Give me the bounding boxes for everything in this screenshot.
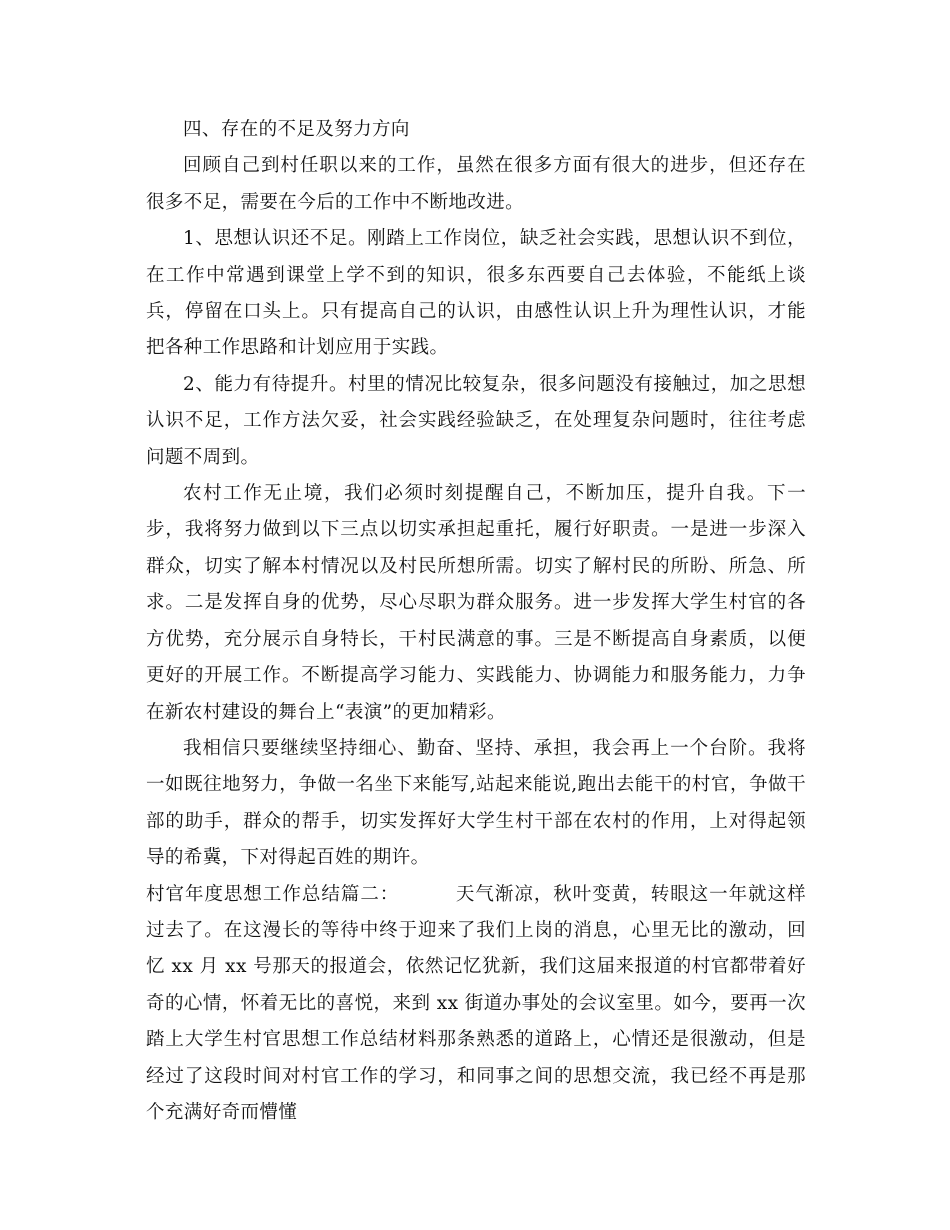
paragraph-next-steps: 农村工作无止境，我们必须时刻提醒自己，不断加压，提升自我。下一步，我将努力做到以下三点以切实承担起重托，履行好职责。一是进一步深入群众，切实了解本村情况以及村民所想所需。切实了解村民的所盼、所急、所求。二是发挥自身的优势，尽心尽职为群众服务。进一步发挥大学生村官的各方优势，充分展示自身特长，干村民满意的事。三是不断提高自身素质，以便更好的开展工作。不断提高学习能力、实践能力、协调能力和服务能力，力争在新农村建设的舞台上“表演”的更加精彩。 [146, 483, 806, 723]
section-heading: 四、存在的不足及努力方向 [183, 119, 410, 140]
part-two-text: 天气渐凉，秋叶变黄，转眼这一年就这样过去了。在这漫长的等待中终于迎来了我们上岗的消息，心里无比的激动，回忆 xx 月 xx 号那天的报道会，依然记忆犹新，我们这届来报道的村官都带着好奇的心情，怀着无比的喜悦，来到 xx 街道办事处的会议室里。如今，要再一次踏上大学生村官思想工作总结材料那条熟悉的道路上，心情还是很激动，但是经过了这段时间对村官工作的学习，和同事之间的思想交流，我已经不再是那个充满好奇而懵懂 [146, 883, 807, 1123]
part-two-title: 村官年度思想工作总结篇二： [146, 883, 400, 905]
paragraph-part-two [146, 877, 806, 1132]
paragraph-point-1: 1、思想认识还不足。刚踏上工作岗位，缺乏社会实践，思想认识不到位，在工作中常遇到课堂上学不到的知识，很多东西要自己去体验，不能纸上谈兵，停留在口头上。只有提高自己的认识，由感性认识上升为理性认识，才能把各种工作思路和计划应用于实践。 [146, 228, 806, 359]
document-body [146, 112, 806, 1131]
paragraph-review: 回顾自己到村任职以来的工作，虽然在很多方面有很大的进步，但还存在很多不足，需要在今后的工作中不断地改进。 [146, 155, 806, 213]
paragraph-commitment: 我相信只要继续坚持细心、勤奋、坚持、承担，我会再上一个台阶。我将一如既往地努力，争做一名坐下来能写,站起来能说,跑出去能干的村官，争做干部的助手，群众的帮手，切实发挥好大学生村干部在农村的作用，上对得起领导的希冀，下对得起百姓的期许。 [146, 737, 806, 869]
paragraph-point-2: 2、能力有待提升。村里的情况比较复杂，很多问题没有接触过，加之思想认识不足，工作方法欠妥，社会实践经验缺乏，在处理复杂问题时，往往考虑问题不周到。 [146, 373, 806, 468]
